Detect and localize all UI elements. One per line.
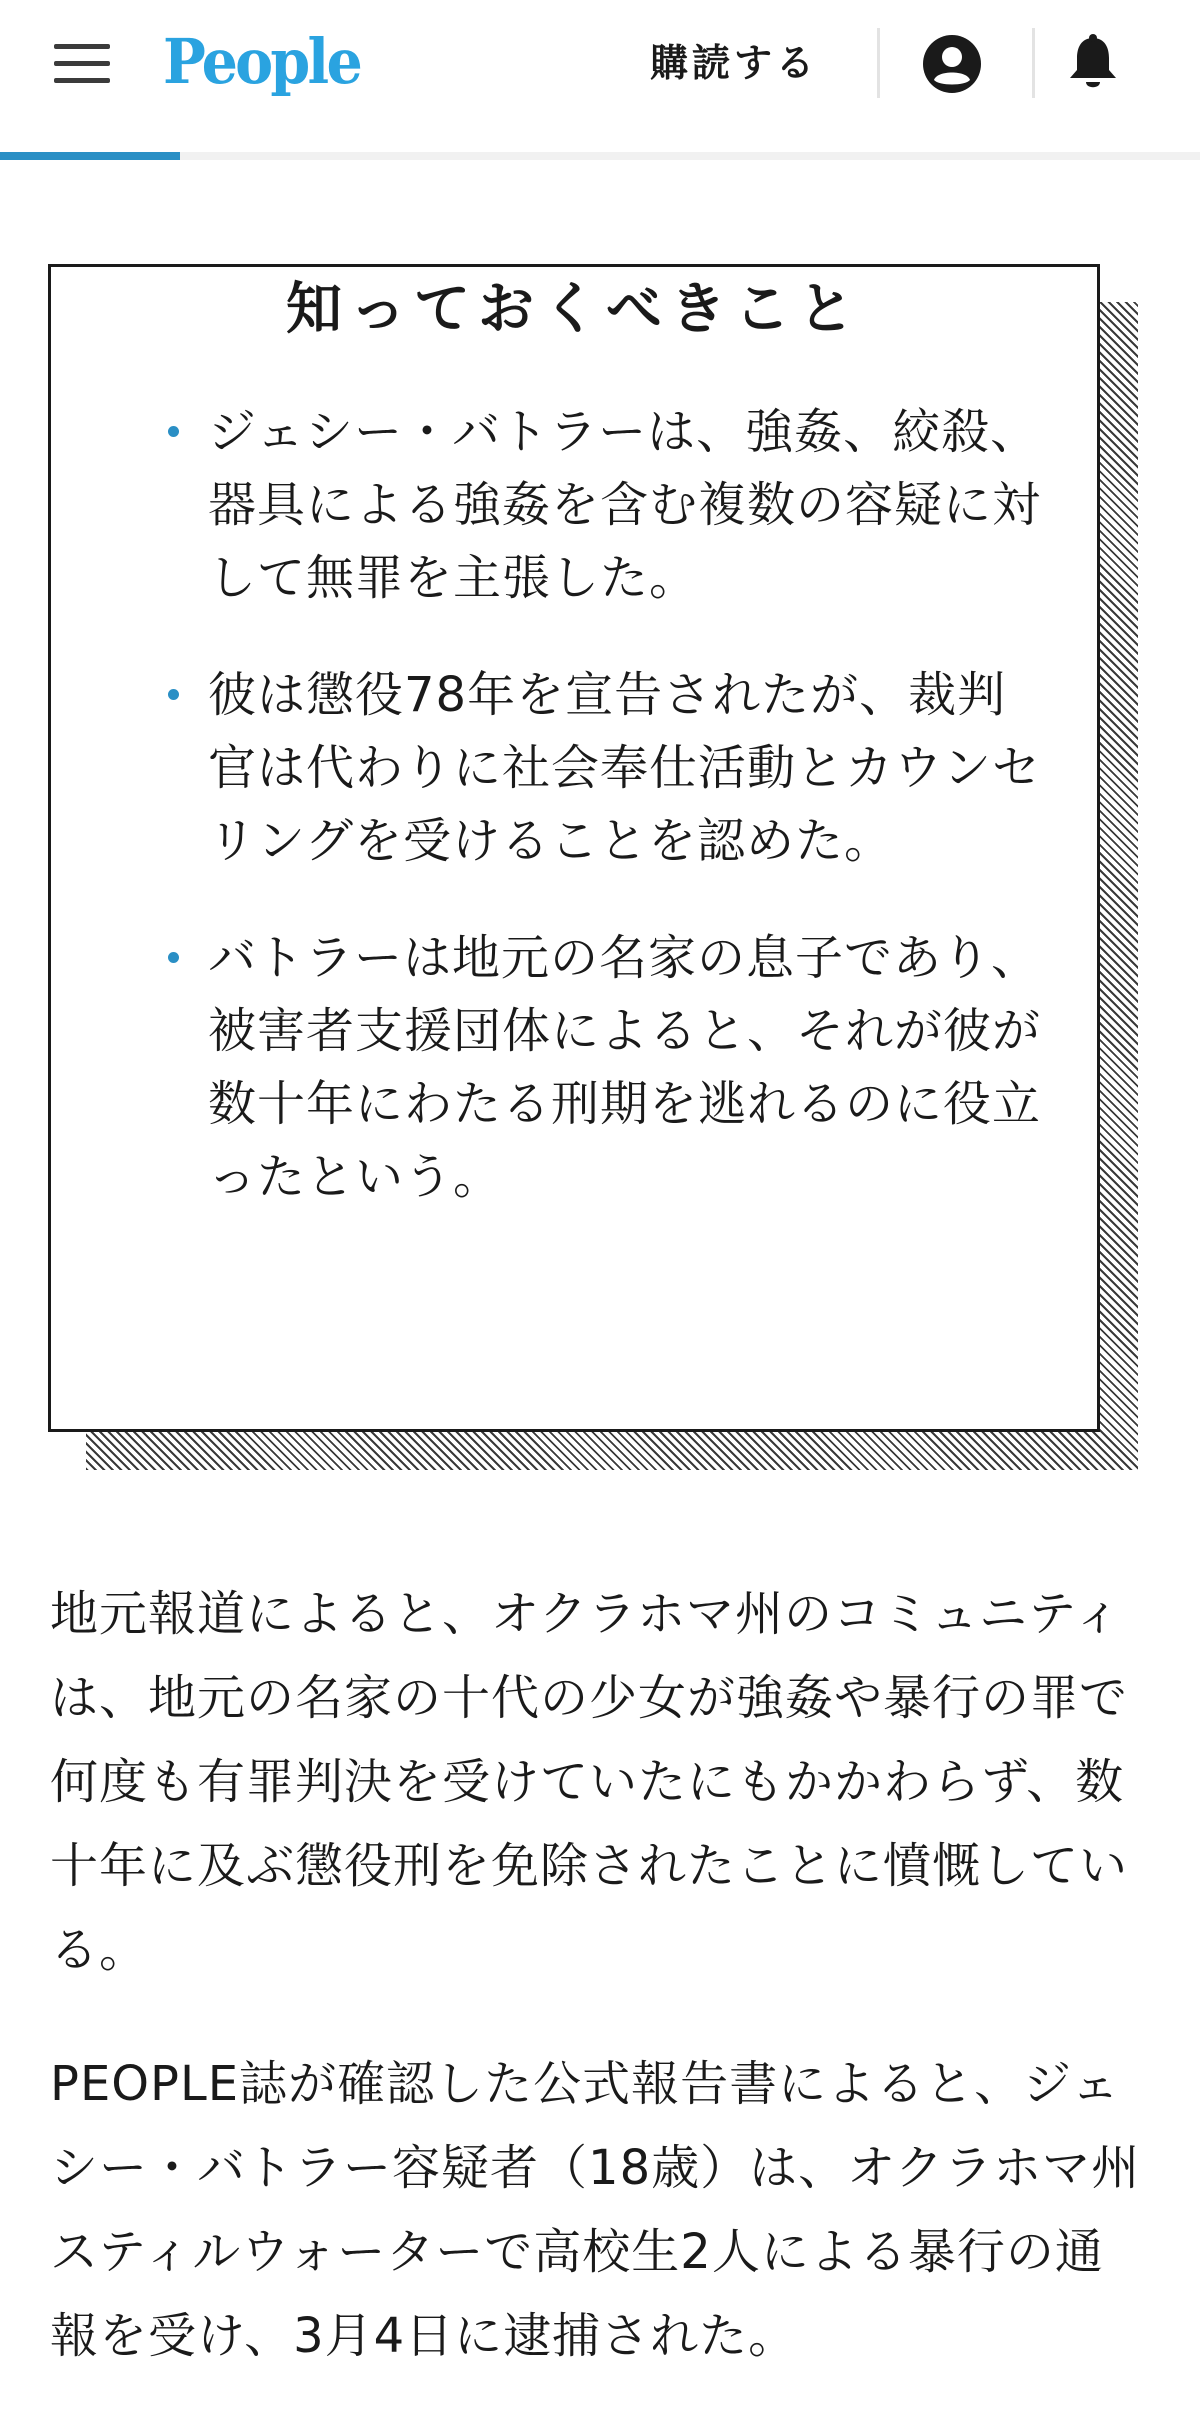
key-point-item [208, 659, 1046, 878]
people-logo[interactable]: People [163, 25, 360, 98]
hamburger-menu-icon[interactable] [54, 42, 110, 86]
key-point-item [208, 922, 1046, 1214]
article-paragraph: 地元報道によると、オクラホマ州のコミュニティは、地元の名家の十代の少女が強姦や暴行の罪で何度も有罪判決を受けていたにもかかわらず、数十年に及ぶ懲役刑を免除されたことに憤慨している。 [50, 1586, 1129, 1978]
bell-icon[interactable] [1066, 34, 1120, 92]
article-body [50, 1572, 1150, 2428]
key-point-text: 彼は懲役78年を宣告されたが、裁判官は代わりに社会奉仕活動とカウンセリングを受けることを認めた。 [208, 667, 1042, 869]
dot-bullet-icon [168, 426, 179, 437]
account-circle-icon[interactable] [922, 34, 982, 94]
subscribe-button[interactable]: 購読する [650, 41, 819, 85]
article-paragraph: PEOPLE誌が確認した公式報告書によると、ジェシー・バトラー容疑者（18歳）は、オクラホマ州スティルウォーターで高校生2人による暴行の通報を受け、3月4日に逮捕された。 [50, 2056, 1141, 2364]
key-point-text: バトラーは地元の名家の息子であり、被害者支援団体によると、それが彼が数十年にわたる刑期を逃れるのに役立ったという。 [208, 930, 1042, 1205]
reading-progress-bar [0, 152, 1200, 160]
key-points-list [208, 396, 1046, 1258]
header-divider [1032, 28, 1035, 98]
site-header [0, 0, 1200, 153]
dot-bullet-icon [168, 952, 179, 963]
key-point-text: ジェシー・バトラーは、強姦、絞殺、器具による強姦を含む複数の容疑に対して無罪を主張した。 [208, 404, 1042, 606]
reading-progress-fill [0, 152, 180, 160]
dot-bullet-icon [168, 689, 179, 700]
key-points-heading: 知っておくべきこと [252, 274, 896, 346]
header-divider [877, 28, 880, 98]
key-point-item [208, 396, 1046, 615]
